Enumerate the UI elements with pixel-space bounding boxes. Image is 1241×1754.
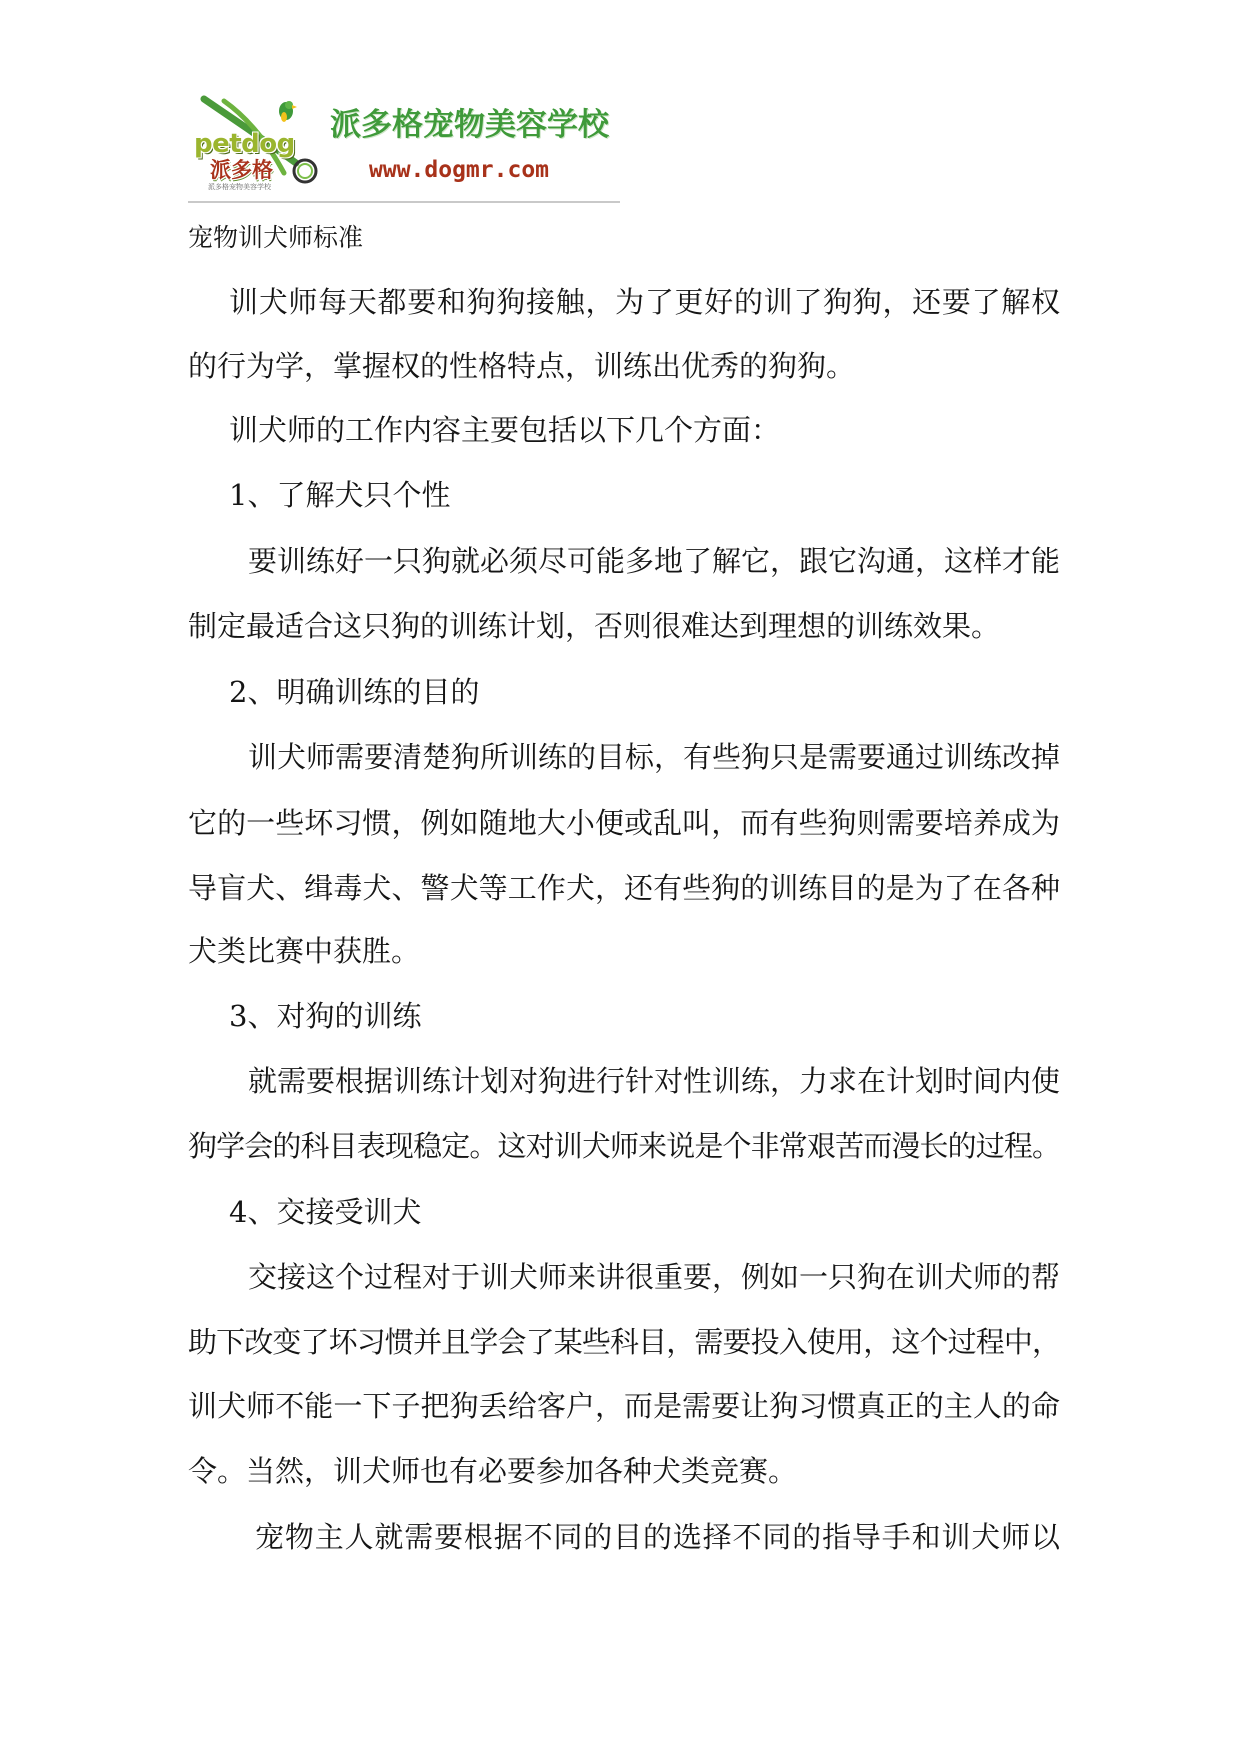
paragraph-line: 训犬师不能一下子把狗丢给客户，而是需要让狗习惯真正的主人的命 [188, 1389, 1060, 1423]
document-title: 宠物训犬师标准 [188, 223, 364, 252]
paragraph-line: 宠物主人就需要根据不同的目的选择不同的指导手和训犬师以 [255, 1520, 1060, 1554]
logo-website-url: www.dogmr.com [369, 157, 550, 183]
section-heading: 3、对狗的训练 [229, 999, 422, 1033]
paragraph-line: 的行为学，掌握权的性格特点，训练出优秀的狗狗。 [188, 349, 856, 383]
logo-brand-chinese: 派多格 [210, 158, 273, 182]
paragraph-line: 训犬师的工作内容主要包括以下几个方面： [229, 413, 781, 447]
paragraph-line: 令。当然，训犬师也有必要参加各种犬类竞赛。 [188, 1454, 798, 1488]
paragraph-line: 就需要根据训练计划对狗进行针对性训练，力求在计划时间内使 [248, 1064, 1061, 1098]
paragraph-line: 导盲犬、缉毒犬、警犬等工作犬，还有些狗的训练目的是为了在各种 [188, 871, 1060, 905]
section-heading: 1、了解犬只个性 [229, 478, 451, 512]
paragraph-line: 要训练好一只狗就必须尽可能多地了解它，跟它沟通，这样才能 [248, 544, 1061, 578]
paragraph-line: 它的一些坏习惯，例如随地大小便或乱叫，而有些狗则需要培养成为 [188, 806, 1060, 840]
paragraph-line: 犬类比赛中获胜。 [188, 934, 421, 968]
paragraph-line: 制定最适合这只狗的训练计划，否则很难达到理想的训练效果。 [188, 609, 1001, 643]
logo-school-name: 派多格宠物美容学校 [330, 107, 609, 143]
section-heading: 4、交接受训犬 [229, 1195, 422, 1229]
logo-brand-latin: petdog [194, 129, 295, 159]
section-heading: 2、明确训练的目的 [229, 675, 480, 709]
paragraph-line: 交接这个过程对于训犬师来讲很重要，例如一只狗在训犬师的帮 [248, 1260, 1061, 1294]
logo-brand-small-text: 派多格宠物美容学校 [208, 183, 271, 191]
paragraph-line: 训犬师需要清楚狗所训练的目标，有些狗只是需要通过训练改掉 [248, 740, 1061, 774]
school-logo [188, 95, 620, 203]
paragraph-line: 狗学会的科目表现稳定。这对训犬师来说是个非常艰苦而漫长的过程。 [188, 1129, 1060, 1163]
paragraph-line: 训犬师每天都要和狗狗接触，为了更好的训了狗狗，还要了解权 [229, 285, 1060, 319]
paragraph-line: 助下改变了坏习惯并且学会了某些科目，需要投入使用，这个过程中， [188, 1325, 1060, 1359]
